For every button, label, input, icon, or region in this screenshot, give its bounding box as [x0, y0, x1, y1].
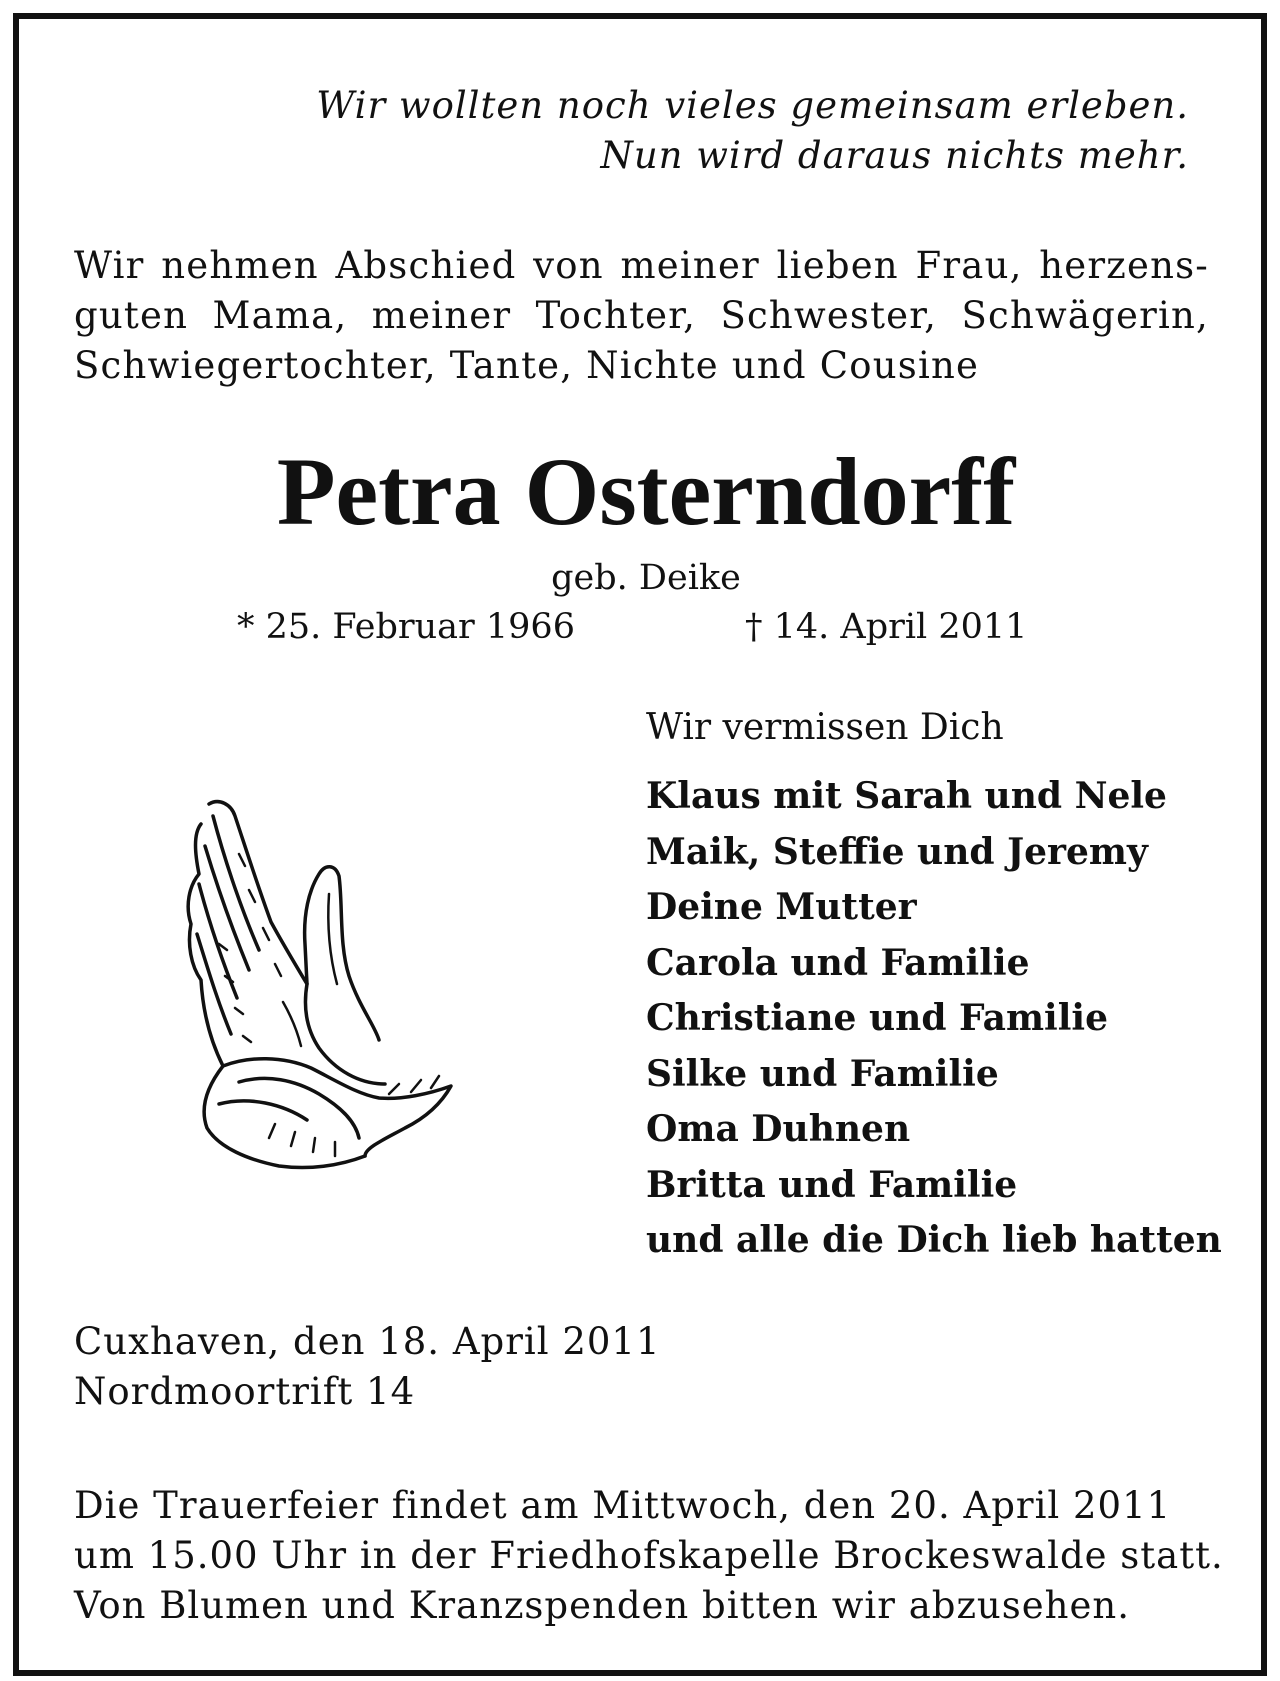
obituary-notice [13, 13, 1267, 1676]
motto-line-2: Nun wird daraus nichts mehr. [600, 134, 1189, 177]
death-date: † 14. April 2011 [745, 607, 1028, 647]
farewell-line-2: guten Mama, meiner Tochter, Schwester, Schwägerin, [74, 294, 1209, 337]
birth-date: * 25. Februar 1966 [237, 607, 575, 647]
mourners-list [646, 769, 1222, 1269]
mourner-item: Britta und Familie [646, 1163, 1018, 1206]
mourner-item: Oma Duhnen [646, 1108, 911, 1150]
farewell-text [74, 241, 1209, 391]
funeral-service-info [74, 1481, 1224, 1631]
farewell-line-3: Schwiegertochter, Tante, Nichte und Cousine [74, 344, 980, 387]
mourner-item: Christiane und Familie [646, 997, 1108, 1039]
mourner-item: und alle die Dich lieb hatten [646, 1219, 1222, 1261]
service-line-2: um 15.00 Uhr in der Friedhofskapelle Brockeswalde statt. [74, 1534, 1224, 1577]
service-line-3: Von Blumen und Kranzspenden bitten wir abzusehen. [74, 1584, 1130, 1627]
maiden-name: geb. Deike [551, 558, 741, 598]
address: Nordmoortrift 14 [74, 1370, 416, 1413]
mourner-item: Silke und Familie [646, 1052, 999, 1095]
motto-quote [316, 81, 1189, 181]
farewell-line-1: Wir nehmen Abschied von meiner lieben Frau, herzens- [74, 244, 1209, 287]
city-date: Cuxhaven, den 18. April 2011 [74, 1320, 661, 1363]
mourner-item: Klaus mit Sarah und Nele [646, 775, 1167, 817]
praying-hands-icon [179, 794, 499, 1174]
mourner-item: Deine Mutter [646, 886, 917, 928]
mourners-intro: Wir vermissen Dich [646, 707, 1004, 748]
mourner-item: Maik, Steffie und Jeremy [646, 830, 1148, 873]
motto-line-1: Wir wollten noch vieles gemeinsam erleben. [316, 84, 1189, 127]
mourner-item: Carola und Familie [646, 941, 1030, 984]
service-line-1: Die Trauerfeier findet am Mittwoch, den 20. April 2011 [74, 1484, 1172, 1527]
place-and-date [74, 1317, 661, 1417]
deceased-name: Petra Osterndorff [276, 438, 1016, 545]
